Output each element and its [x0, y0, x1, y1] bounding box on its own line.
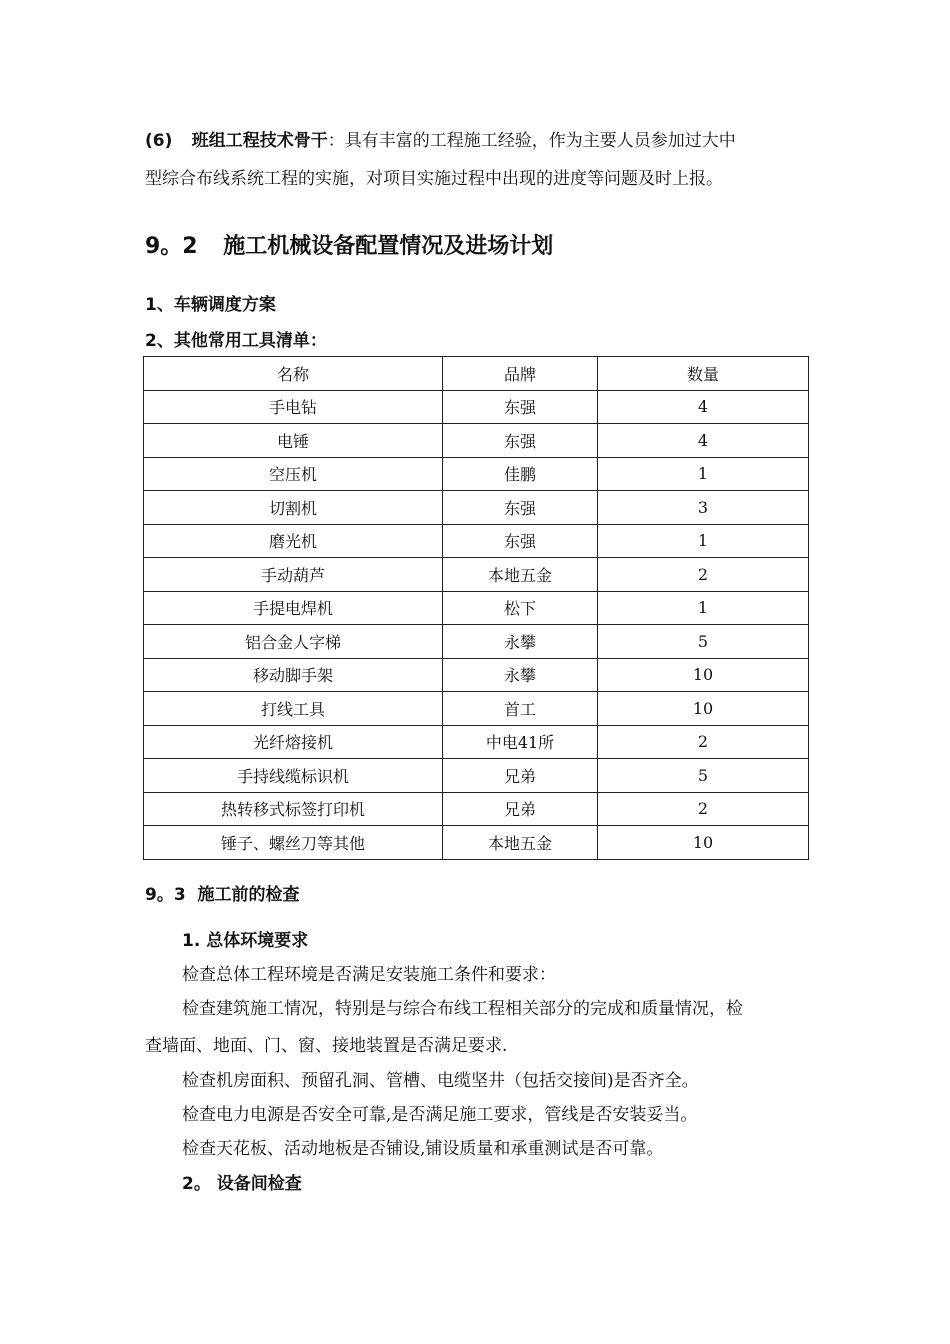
intro-bold-term: 班组工程技术骨干	[191, 131, 328, 151]
cell-quantity: 2	[598, 792, 809, 826]
cell-quantity: 5	[598, 759, 809, 793]
cell-name: 移动脚手架	[144, 658, 443, 692]
table-header-row	[144, 357, 809, 391]
cell-brand: 佳鹏	[443, 457, 598, 491]
cell-quantity: 4	[598, 424, 809, 458]
paragraph-check-power: 检查电力电源是否安全可靠,是否满足施工要求，管线是否安装妥当。	[182, 1105, 698, 1125]
paragraph-check-room: 检查机房面积、预留孔洞、管槽、电缆坚井（包括交接间)是否齐全。	[182, 1071, 699, 1091]
table-row	[144, 658, 809, 692]
table-row	[144, 759, 809, 793]
cell-brand: 东强	[443, 424, 598, 458]
cell-quantity: 10	[598, 658, 809, 692]
table-row	[144, 390, 809, 424]
cell-quantity: 1	[598, 591, 809, 625]
table-row	[144, 725, 809, 759]
cell-name: 铝合金人字梯	[144, 625, 443, 659]
table-row	[144, 625, 809, 659]
table-row	[144, 424, 809, 458]
cell-name: 手提电焊机	[144, 591, 443, 625]
section-93-heading: 9。3 施工前的检查	[145, 885, 300, 905]
cell-name: 磨光机	[144, 524, 443, 558]
cell-brand: 本地五金	[443, 558, 598, 592]
intro-prefix: (6)	[145, 131, 173, 151]
cell-brand: 永攀	[443, 625, 598, 659]
cell-name: 热转移式标签打印机	[144, 792, 443, 826]
cell-name: 锤子、螺丝刀等其他	[144, 826, 443, 860]
cell-brand: 中电41所	[443, 725, 598, 759]
cell-brand: 东强	[443, 524, 598, 558]
intro-line1-rest: ：具有丰富的工程施工经验，作为主要人员参加过大中	[327, 131, 736, 151]
section-92-number: 9。2	[145, 234, 198, 259]
cell-quantity: 5	[598, 625, 809, 659]
table-row	[144, 524, 809, 558]
section-92-title: 施工机械设备配置情况及进场计划	[223, 234, 554, 259]
cell-brand: 松下	[443, 591, 598, 625]
table-row	[144, 558, 809, 592]
cell-quantity: 10	[598, 826, 809, 860]
cell-name: 空压机	[144, 457, 443, 491]
item-vehicle-dispatch: 1、车辆调度方案	[145, 295, 276, 315]
cell-brand: 本地五金	[443, 826, 598, 860]
header-brand: 品牌	[443, 357, 598, 391]
cell-brand: 兄弟	[443, 759, 598, 793]
table-row	[144, 591, 809, 625]
table-row	[144, 457, 809, 491]
subsection-environment: 1. 总体环境要求	[182, 931, 309, 951]
cell-quantity: 3	[598, 491, 809, 525]
paragraph-check-ceiling: 检查天花板、活动地板是否铺设,铺设质量和承重测试是否可靠。	[182, 1139, 664, 1159]
cell-brand: 东强	[443, 390, 598, 424]
cell-name: 手电钻	[144, 390, 443, 424]
cell-brand: 兄弟	[443, 792, 598, 826]
paragraph-check-building-2: 查墙面、地面、门、窗、接地装置是否满足要求.	[145, 1036, 508, 1056]
intro-line-1	[145, 126, 736, 151]
cell-name: 手动葫芦	[144, 558, 443, 592]
cell-name: 电锤	[144, 424, 443, 458]
cell-quantity: 1	[598, 524, 809, 558]
tool-list-table	[143, 356, 809, 860]
table-row	[144, 491, 809, 525]
header-name: 名称	[144, 357, 443, 391]
table-row	[144, 692, 809, 726]
cell-brand: 东强	[443, 491, 598, 525]
table-row	[144, 826, 809, 860]
item-tool-list: 2、其他常用工具清单：	[145, 331, 327, 351]
cell-quantity: 10	[598, 692, 809, 726]
cell-quantity: 2	[598, 558, 809, 592]
header-quantity: 数量	[598, 357, 809, 391]
section-92-heading	[145, 229, 553, 260]
cell-quantity: 1	[598, 457, 809, 491]
paragraph-check-building-1: 检查建筑施工情况，特别是与综合布线工程相关部分的完成和质量情况，检	[182, 999, 743, 1019]
cell-name: 光纤熔接机	[144, 725, 443, 759]
cell-name: 手持线缆标识机	[144, 759, 443, 793]
intro-line-2: 型综合布线系统工程的实施，对项目实施过程中出现的进度等问题及时上报。	[145, 169, 723, 189]
cell-quantity: 2	[598, 725, 809, 759]
cell-name: 打线工具	[144, 692, 443, 726]
cell-brand: 永攀	[443, 658, 598, 692]
subsection-equipment-room: 2。 设备间检查	[182, 1174, 302, 1194]
cell-brand: 首工	[443, 692, 598, 726]
paragraph-check-environment: 检查总体工程环境是否满足安装施工条件和要求：	[182, 965, 556, 985]
table-row	[144, 792, 809, 826]
cell-quantity: 4	[598, 390, 809, 424]
cell-name: 切割机	[144, 491, 443, 525]
